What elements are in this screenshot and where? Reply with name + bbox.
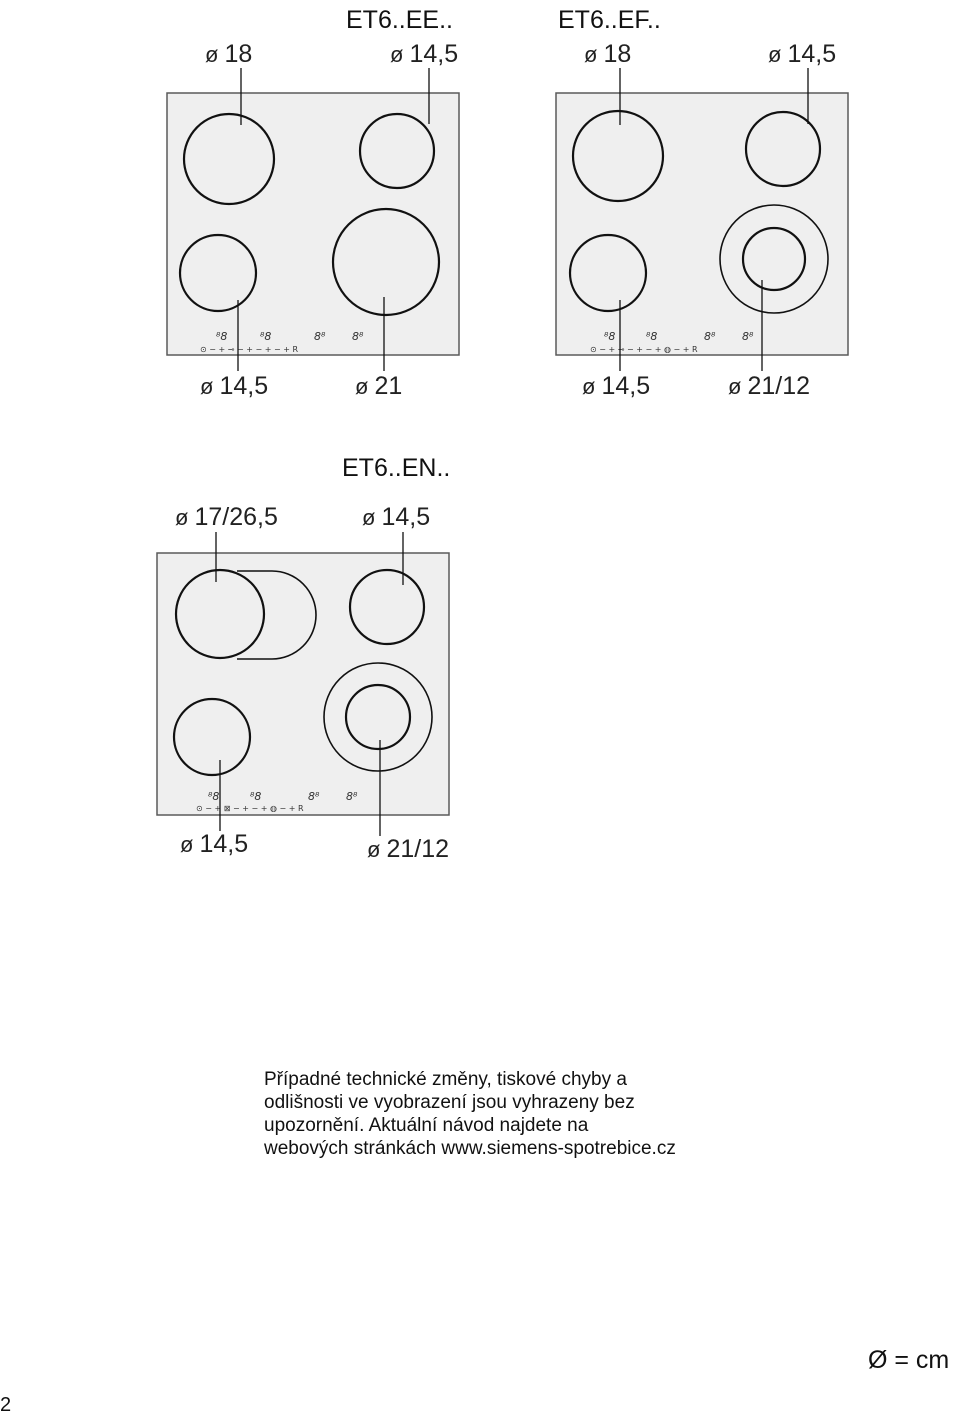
model-label-en: ET6..EN.. [342, 454, 451, 482]
svg-text:⁸8: ⁸8 [260, 330, 272, 343]
note-line: odlišnosti ve vyobrazení jsou vyhrazeny bez [264, 1092, 635, 1113]
svg-text:8⁸: 8⁸ [352, 330, 364, 343]
diameter-label: ø 14,5 [362, 503, 431, 531]
svg-text:⊙ − + ⊸ − + −: ⊙ − + ⊸ − + − + ◍ − + R [590, 345, 698, 354]
hob-ee [167, 68, 459, 371]
diameter-label: ø 14,5 [768, 40, 837, 68]
svg-text:⁸8: ⁸8 [216, 330, 228, 343]
svg-text:⁸8: ⁸8 [208, 790, 220, 803]
diameter-label: ø 21 [355, 372, 403, 400]
diameter-label: ø 14,5 [390, 40, 459, 68]
svg-text:8⁸: 8⁸ [742, 330, 754, 343]
diameter-label: ø 18 [584, 40, 632, 68]
diameter-label: ø 18 [205, 40, 253, 68]
diameter-label: ø 21/12 [367, 835, 450, 863]
hob-panel [556, 93, 848, 355]
svg-text:8⁸: 8⁸ [346, 790, 358, 803]
svg-text:8⁸: 8⁸ [308, 790, 320, 803]
diameter-label: ø 14,5 [200, 372, 269, 400]
diameter-label: ø 17/26,5 [175, 503, 278, 531]
model-label-ef: ET6..EF.. [558, 6, 661, 34]
hob-panel [157, 553, 449, 815]
disclaimer-note [264, 1068, 784, 1160]
svg-text:8⁸: 8⁸ [704, 330, 716, 343]
diameter-label: ø 14,5 [180, 830, 249, 858]
model-label-ee: ET6..EE.. [346, 6, 453, 34]
svg-text:8⁸: 8⁸ [314, 330, 326, 343]
hob-panel [167, 93, 459, 355]
note-line: upozornění. Aktuální návod najdete na [264, 1115, 589, 1136]
hob-en [157, 532, 449, 836]
diameter-label: ø 21/12 [728, 372, 811, 400]
svg-text:⁸8: ⁸8 [250, 790, 262, 803]
svg-text:⁸8: ⁸8 [646, 330, 658, 343]
unit-legend: Ø = cm [868, 1346, 950, 1374]
note-line: webových stránkách www.siemens-spotrebice.cz [264, 1138, 676, 1159]
svg-text:⁸8: ⁸8 [604, 330, 616, 343]
note-line: Případné technické změny, tiskové chyby a [264, 1069, 627, 1090]
page-number: 2 [0, 1394, 12, 1416]
svg-text:⊙ − + ⊠ − + −: ⊙ − + ⊠ − + − + ◍ − + R [196, 804, 304, 813]
svg-text:⊙ − + ⊸ − + −: ⊙ − + ⊸ − + − + − + R [200, 345, 299, 354]
diameter-label: ø 14,5 [582, 372, 651, 400]
hob-ef [556, 68, 848, 371]
